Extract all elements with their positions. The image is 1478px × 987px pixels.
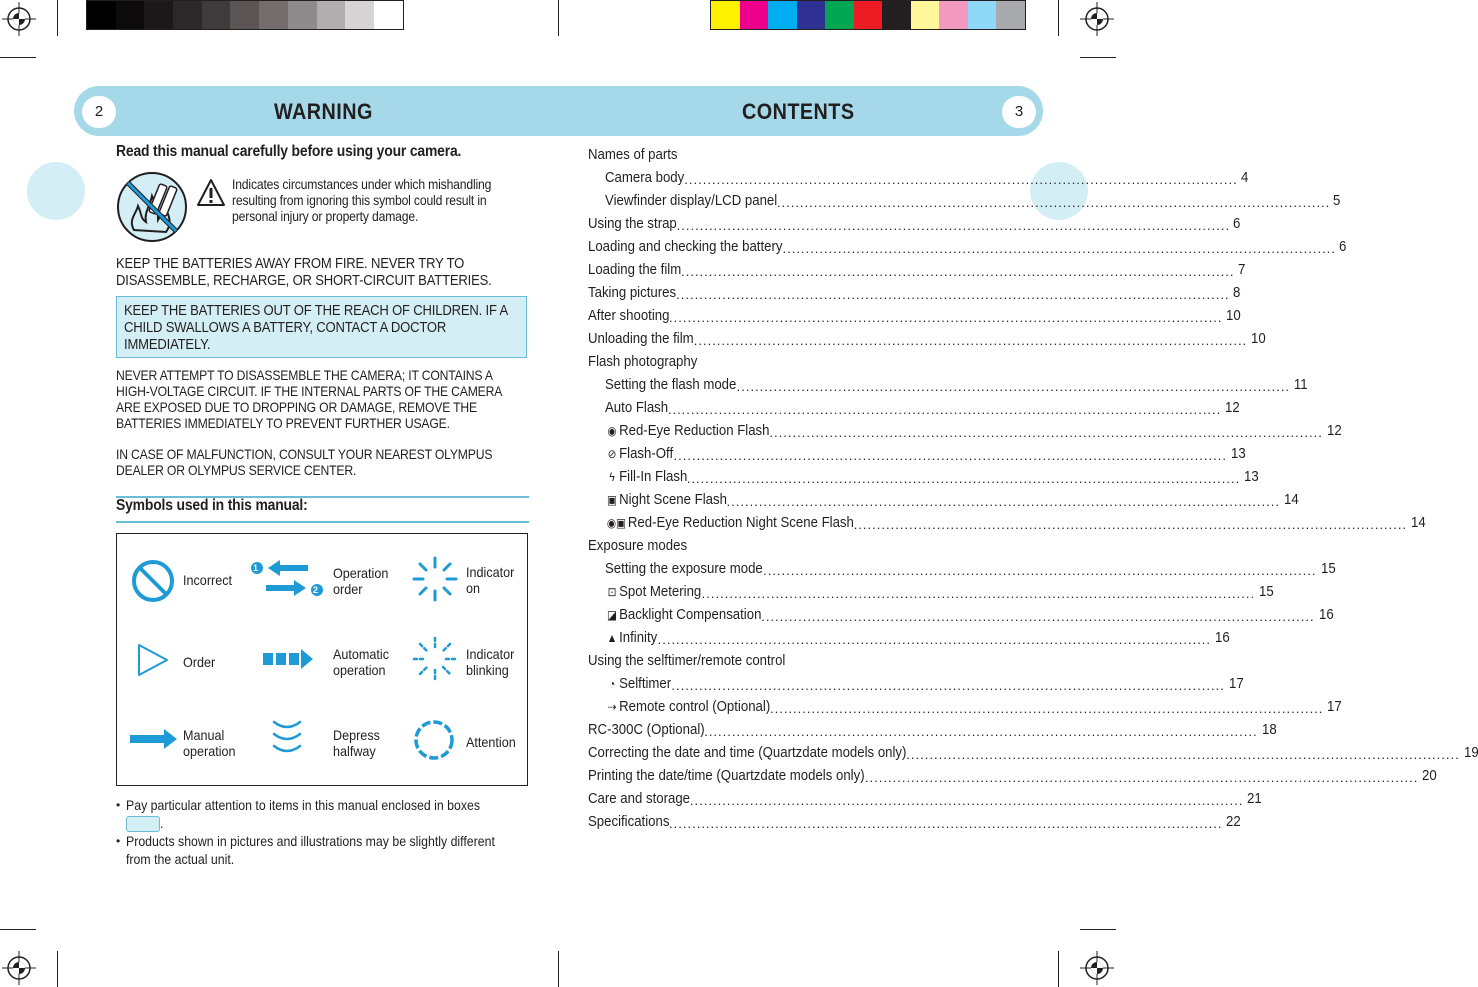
toc-entry xyxy=(588,376,1308,399)
toc-page-number: 15 xyxy=(1259,583,1274,600)
toc-page-number: 13 xyxy=(1230,445,1246,462)
toc-page-number: 16 xyxy=(1318,606,1334,623)
divider xyxy=(116,521,529,523)
contents-title: CONTENTS xyxy=(742,99,855,124)
automatic-operation-icon xyxy=(262,648,314,670)
toc-leader: ........................................................................................................................ xyxy=(906,747,1460,762)
gray-color-bar xyxy=(86,0,404,30)
toc-entry-label: Setting the flash mode xyxy=(605,376,737,393)
note-item: • Pay particular attention to items in this manual enclosed in boxes . xyxy=(116,797,481,831)
toc-entry xyxy=(588,422,1342,445)
toc-entry xyxy=(588,560,1336,583)
toc-entry-label: ◉ Red-Eye Reduction Flash xyxy=(605,422,769,440)
no-fire-icon xyxy=(114,170,190,244)
toc-entry xyxy=(588,284,1240,307)
table-of-contents xyxy=(588,146,1478,836)
registration-mark-icon xyxy=(2,2,36,36)
eye-night-scene-icon: ◉▣ xyxy=(606,516,627,530)
flash-icon: ϟ xyxy=(609,470,615,484)
toc-leader: ........................................................................................................................ xyxy=(736,379,1291,394)
attention-icon xyxy=(412,718,456,762)
toc-entry-label: Exposure modes xyxy=(588,537,688,554)
color-swatch xyxy=(996,1,1025,29)
toc-entry xyxy=(588,445,1246,468)
color-swatch xyxy=(173,1,202,29)
color-swatch xyxy=(854,1,883,29)
toc-entry xyxy=(588,790,1263,813)
toc-page-number: 6 xyxy=(1233,215,1241,232)
toc-leader: ........................................................................................................................ xyxy=(686,471,1241,486)
toc-page-number: 19 xyxy=(1463,744,1478,761)
toc-leader: ........................................................................................................................ xyxy=(676,218,1231,233)
toc-leader: ........................................................................................................................ xyxy=(669,816,1223,831)
toc-leader: ........................................................................................................................ xyxy=(673,448,1227,463)
warning-title: WARNING xyxy=(274,99,373,124)
toc-entry xyxy=(588,767,1438,790)
toc-entry-label: Viewfinder display/LCD panel xyxy=(605,192,778,209)
backlight-icon: ◪ xyxy=(607,608,618,622)
toc-page-number: 15 xyxy=(1320,560,1336,577)
registration-mark-icon xyxy=(2,951,36,985)
toc-entry xyxy=(588,698,1343,721)
toc-entry-label: After shooting xyxy=(588,307,670,324)
order-label: Order xyxy=(183,654,216,670)
mountain-icon: ▲ xyxy=(606,631,618,645)
toc-leader: ........................................................................................................................ xyxy=(671,678,1225,693)
color-swatch xyxy=(968,1,997,29)
side-tab-left xyxy=(27,162,85,220)
attention-label: Attention xyxy=(466,734,516,750)
toc-entry-label: ◉▣ Red-Eye Reduction Night Scene Flash xyxy=(606,514,854,531)
depress-halfway-label: Depress halfway xyxy=(333,727,380,759)
remote-icon: ⇢ xyxy=(607,700,617,714)
toc-leader: ........................................................................................................................ xyxy=(776,195,1331,210)
indicator-blinking-icon xyxy=(412,636,458,682)
toc-entry-label: Using the selftimer/remote control xyxy=(588,652,786,669)
toc-leader: ........................................................................................................................ xyxy=(864,770,1419,785)
toc-entry-label: Loading the film xyxy=(588,261,682,278)
toc-leader: ........................................................................................................................ xyxy=(726,494,1280,509)
flash-off-icon: ⊘ xyxy=(607,447,617,461)
toc-entry xyxy=(588,169,1249,192)
symbols-heading: Symbols used in this manual: xyxy=(116,497,308,514)
registration-mark-icon xyxy=(1080,2,1114,36)
toc-page-number: 8 xyxy=(1232,284,1240,301)
color-swatch xyxy=(87,1,116,29)
toc-entry xyxy=(588,146,1002,169)
incorrect-icon xyxy=(130,558,176,604)
toc-entry xyxy=(588,744,1478,767)
toc-leader: ........................................................................................................................ xyxy=(684,172,1238,187)
toc-entry-label: Camera body xyxy=(605,169,685,186)
right-page-number: 3 xyxy=(1002,96,1036,128)
color-swatch xyxy=(882,1,911,29)
toc-page-number: 14 xyxy=(1283,491,1299,508)
disassemble-warning: NEVER ATTEMPT TO DISASSEMBLE THE CAMERA; IT CONTAINS A HIGH-VOLTAGE CIRCUIT. IF THE INTERNAL PARTS OF THE CAMERA ARE EXPOSED DUE TO DROPPING OR DAMAGE, REMOVE THE BATTERIES IMMEDIATELY TO PREVENT FURTHER USAGE. xyxy=(116,367,503,431)
note-item: • Products shown in pictures and illustrations may be slightly different from the actual unit. xyxy=(116,833,495,867)
color-swatch xyxy=(825,1,854,29)
toc-entry-label: Taking pictures xyxy=(588,284,677,301)
color-swatch xyxy=(911,1,940,29)
toc-entry xyxy=(588,261,1245,284)
header-band xyxy=(74,86,1043,136)
attention-box-swatch xyxy=(126,816,160,832)
toc-leader: ........................................................................................................................ xyxy=(769,425,1323,440)
toc-page-number: 10 xyxy=(1251,330,1266,347)
color-swatch xyxy=(711,1,740,29)
toc-page-number: 17 xyxy=(1228,675,1244,692)
toc-entry xyxy=(588,330,1266,353)
toc-page-number: 21 xyxy=(1247,790,1263,807)
toc-leader: ........................................................................................................................ xyxy=(701,586,1256,601)
toc-page-number: 14 xyxy=(1411,514,1426,531)
toc-page-number: 6 xyxy=(1338,238,1347,255)
toc-leader: ........................................................................................................................ xyxy=(676,287,1230,302)
toc-entry-label: ⊡ Spot Metering xyxy=(605,583,701,601)
toc-leader: ........................................................................................................................ xyxy=(853,517,1408,532)
selftimer-icon: ◔ xyxy=(608,677,616,691)
toc-entry xyxy=(588,813,1242,836)
indicator-on-icon xyxy=(412,556,458,602)
toc-entry-label: ⊘ Flash-Off xyxy=(605,445,673,463)
toc-entry xyxy=(588,468,1259,491)
toc-entry-label: Unloading the film xyxy=(588,330,694,347)
toc-entry-label: Names of parts xyxy=(588,146,678,163)
manual-operation-label: Manual operation xyxy=(183,727,236,759)
toc-entry xyxy=(588,721,1277,744)
toc-leader: ........................................................................................................................ xyxy=(657,632,1212,647)
toc-entry xyxy=(588,583,1274,606)
toc-entry-label: Flash photography xyxy=(588,353,698,370)
toc-entry xyxy=(588,192,1341,215)
indicator-blinking-label: Indicator blinking xyxy=(466,646,515,678)
color-swatch xyxy=(740,1,769,29)
toc-page-number: 5 xyxy=(1333,192,1341,209)
color-swatch xyxy=(768,1,797,29)
toc-page-number: 20 xyxy=(1422,767,1438,784)
toc-entry-label: Care and storage xyxy=(588,790,690,807)
eye-icon: ◉ xyxy=(607,424,617,438)
toc-page-number: 17 xyxy=(1327,698,1343,715)
toc-entry xyxy=(588,353,1002,376)
lead-text: Read this manual carefully before using your camera. xyxy=(116,143,462,160)
step-one-number: 1 xyxy=(253,563,259,573)
step-two-number: 2 xyxy=(313,585,319,595)
color-swatch xyxy=(144,1,173,29)
toc-page-number: 13 xyxy=(1244,468,1259,485)
toc-entry-label: Loading and checking the battery xyxy=(588,238,783,255)
color-swatch xyxy=(939,1,968,29)
toc-leader: ........................................................................................................................ xyxy=(669,310,1223,325)
depress-halfway-icon xyxy=(270,718,304,758)
toc-entry xyxy=(588,238,1347,261)
toc-leader: ........................................................................................................................ xyxy=(681,264,1235,279)
toc-page-number: 12 xyxy=(1225,399,1240,416)
process-color-bar xyxy=(710,0,1026,30)
toc-page-number: 16 xyxy=(1215,629,1230,646)
toc-page-number: 10 xyxy=(1226,307,1242,324)
toc-leader: ........................................................................................................................ xyxy=(689,793,1244,808)
color-swatch xyxy=(797,1,826,29)
toc-entry xyxy=(588,215,1241,238)
toc-page-number: 7 xyxy=(1237,261,1245,278)
toc-page-number: 12 xyxy=(1326,422,1342,439)
toc-entry xyxy=(588,537,1002,560)
toc-entry xyxy=(588,652,1002,675)
toc-entry xyxy=(588,675,1244,698)
toc-leader: ........................................................................................................................ xyxy=(761,609,1315,624)
color-swatch xyxy=(345,1,374,29)
color-swatch xyxy=(116,1,145,29)
order-icon xyxy=(136,642,170,678)
operation-order-label: Operation order xyxy=(333,565,389,597)
incorrect-label: Incorrect xyxy=(183,572,233,588)
caution-description: Indicates circumstances under which mishandling resulting from ignoring this symbol could result in personal injury or property damage. xyxy=(232,176,492,224)
toc-leader: ........................................................................................................................ xyxy=(704,724,1258,739)
children-warning: KEEP THE BATTERIES OUT OF THE REACH OF CHILDREN. IF A CHILD SWALLOWS A BATTERY, CONTACT A DOCTOR IMMEDIATELY. xyxy=(124,302,509,353)
toc-entry-label: Auto Flash xyxy=(605,399,669,416)
indicator-on-label: Indicator on xyxy=(466,564,515,596)
toc-entry-label: ϟ Fill-In Flash xyxy=(605,468,687,486)
toc-entry-label: ▲ Infinity xyxy=(606,629,658,646)
toc-entry-label: Specifications xyxy=(588,813,670,830)
color-swatch xyxy=(230,1,259,29)
color-swatch xyxy=(317,1,346,29)
toc-entry-label: ◔ Selftimer xyxy=(605,675,671,693)
toc-entry xyxy=(588,307,1242,330)
toc-entry-label: Correcting the date and time (Quartzdate models only) xyxy=(588,744,907,761)
toc-leader: ........................................................................................................................ xyxy=(763,563,1317,578)
color-swatch xyxy=(288,1,317,29)
color-swatch xyxy=(259,1,288,29)
toc-leader: ........................................................................................................................ xyxy=(769,701,1324,716)
toc-leader: ........................................................................................................................ xyxy=(667,402,1222,417)
toc-leader: ........................................................................................................................ xyxy=(782,241,1336,256)
toc-entry-label: ◪ Backlight Compensation xyxy=(605,606,761,624)
toc-page-number: 11 xyxy=(1293,376,1308,393)
automatic-operation-label: Automatic operation xyxy=(333,646,390,678)
operation-order-icon xyxy=(250,557,332,601)
battery-fire-warning: KEEP THE BATTERIES AWAY FROM FIRE. NEVER TRY TO DISASSEMBLE, RECHARGE, OR SHORT-CIRCUIT BATTERIES. xyxy=(116,255,492,289)
toc-entry-label: ▣ Night Scene Flash xyxy=(605,491,727,509)
toc-entry xyxy=(588,606,1334,629)
color-swatch xyxy=(374,1,403,29)
spot-metering-icon: ⊡ xyxy=(607,585,617,599)
toc-entry-label: Using the strap xyxy=(588,215,677,232)
toc-entry-label: ⇢ Remote control (Optional) xyxy=(605,698,770,716)
malfunction-note: IN CASE OF MALFUNCTION, CONSULT YOUR NEAREST OLYMPUS DEALER OR OLYMPUS SERVICE CENTER. xyxy=(116,446,493,478)
toc-entry-label: RC-300C (Optional) xyxy=(588,721,705,738)
toc-page-number: 18 xyxy=(1261,721,1277,738)
toc-page-number: 4 xyxy=(1240,169,1249,186)
manual-operation-icon xyxy=(130,728,178,750)
toc-entry-label: Printing the date/time (Quartzdate models only) xyxy=(588,767,865,784)
toc-entry xyxy=(588,514,1426,537)
warning-triangle-icon xyxy=(196,178,226,208)
night-scene-icon: ▣ xyxy=(607,493,618,507)
toc-entry xyxy=(588,491,1299,514)
left-page-number: 2 xyxy=(82,96,116,128)
toc-page-number: 22 xyxy=(1226,813,1242,830)
color-swatch xyxy=(202,1,231,29)
toc-entry xyxy=(588,399,1240,422)
toc-entry xyxy=(588,629,1230,652)
registration-mark-icon xyxy=(1080,951,1114,985)
toc-leader: ........................................................................................................................ xyxy=(693,333,1248,348)
toc-entry-label: Setting the exposure mode xyxy=(605,560,763,577)
